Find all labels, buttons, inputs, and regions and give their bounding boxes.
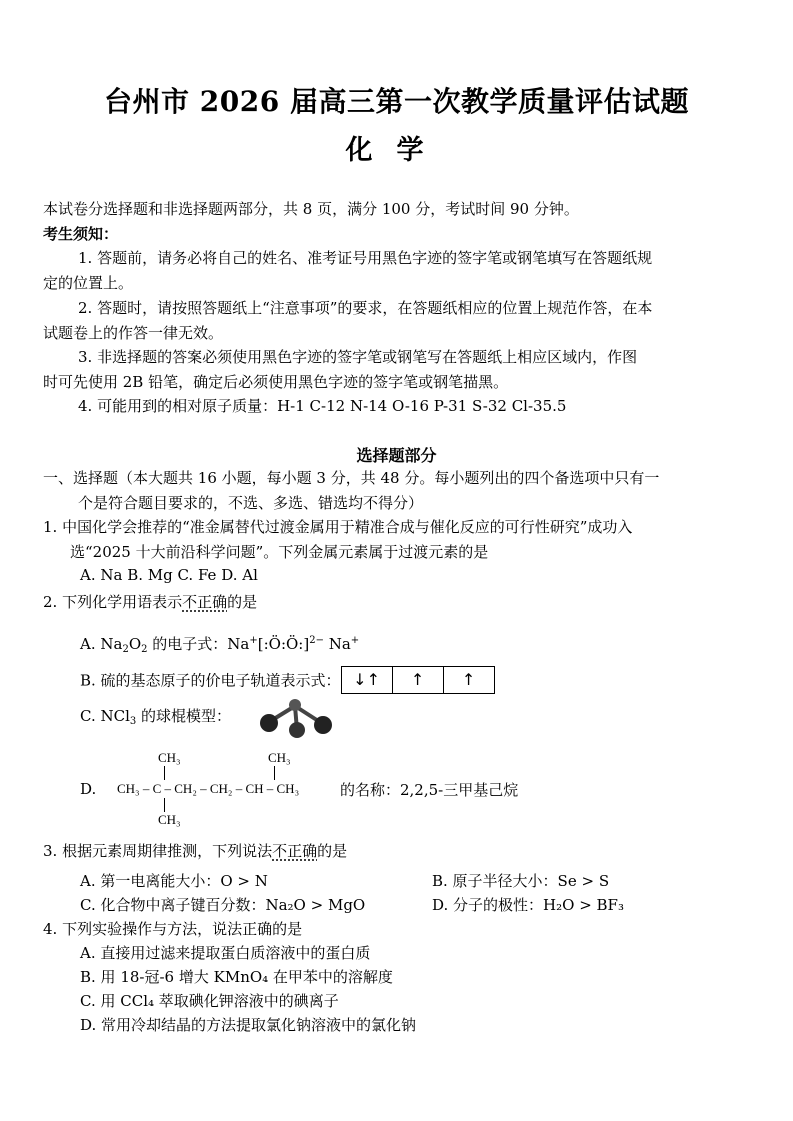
note-2-line1: 2. 答题时，请按照答题纸上“注意事项”的要求，在答题纸相应的位置上规范作答，在本: [78, 299, 653, 317]
q2-option-a: [80, 633, 359, 655]
note-3-line2: 时可先使用 2B 铅笔，确定后必须使用黑色字迹的签字笔或钢笔描黑。: [43, 373, 509, 391]
q2-c-sub: 3: [129, 716, 137, 727]
q2-a-plus2: +: [350, 635, 360, 646]
q4-option-a: A. 直接用过滤来提取蛋白质溶液中的蛋白质: [80, 944, 371, 962]
q2-b-text: B. 硫的基态原子的价电子轨道表示式：: [80, 671, 341, 690]
d-bond-up-2: [274, 766, 275, 780]
q2-stem: [43, 591, 257, 612]
section-title: 选择题部分: [356, 446, 437, 465]
d-bond-up-1: [164, 766, 165, 780]
q4-stem: 4. 下列实验操作与方法，说法正确的是: [43, 920, 303, 938]
q4-option-b: B. 用 18-冠-6 增大 KMnO₄ 在甲苯中的溶解度: [80, 968, 393, 986]
ncl3-ball-stick-model: [255, 692, 335, 740]
subject-title: 化学: [345, 135, 448, 166]
q2-c-text: 的球棍模型：: [136, 707, 232, 725]
intro-line: 本试卷分选择题和非选择题两部分，共 8 页，满分 100 分，考试时间 90 分钟。: [43, 200, 579, 218]
q2-a-peroxide: [:Ö:Ö:]: [257, 635, 310, 653]
exam-title: 台州市 2026 届高三第一次教学质量评估试题: [104, 85, 689, 118]
note-4: 4. 可能用到的相对原子质量：H-1 C-12 N-14 O-16 P-31 S-32 Cl-35.5: [78, 397, 567, 415]
q2-option-b: [80, 666, 495, 694]
q3-stem-a: 3. 根据元素周期律推测，下列说法: [43, 842, 273, 860]
q2-c-formula: C. NCl: [80, 707, 130, 725]
q3-stem: [43, 840, 347, 861]
q2-a-o: O: [128, 635, 142, 653]
q2-stem-emphasis: 不正确: [182, 593, 228, 611]
q1-options: A. Na B. Mg C. Fe D. Al: [80, 566, 258, 584]
d-bond-down: [164, 798, 165, 812]
q3-option-b: B. 原子半径大小：Se > S: [432, 872, 610, 890]
q2-option-c: [80, 705, 231, 727]
notice-title: 考生须知：: [43, 225, 119, 243]
q2-a-formula: A. Na: [80, 635, 123, 653]
q2-d-name: 的名称：2,2,5-三甲基己烷: [340, 781, 519, 799]
note-2-line2: 试题卷上的作答一律无效。: [43, 324, 224, 342]
note-1-line1: 1. 答题前，请务必将自己的姓名、准考证号用黑色字迹的签字笔或钢笔填写在答题纸规: [78, 249, 653, 267]
q2-d-label: D.: [80, 780, 97, 798]
q4-option-c: C. 用 CCl₄ 萃取碘化钾溶液中的碘离子: [80, 992, 339, 1010]
q2-a-sub2: 2: [141, 644, 148, 655]
part1-line2: 个是符合题目要求的，不选、多选、错选均不得分）: [78, 494, 424, 512]
note-1-line2: 定的位置上。: [43, 274, 134, 292]
q1-line1: 1. 中国化学会推荐的“准金属替代过渡金属用于精准合成与催化反应的可行性研究”成功入: [43, 518, 633, 536]
q3-stem-c: 的是: [317, 842, 348, 860]
q2-stem-a: 2. 下列化学用语表示: [43, 593, 183, 611]
q3-option-c: C. 化合物中离子键百分数：Na₂O > MgO: [80, 896, 366, 914]
q4-option-d: D. 常用冷却结晶的方法提取氯化钠溶液中的氯化钠: [80, 1016, 417, 1034]
d-top-methyl-1: CH₃: [158, 750, 181, 765]
q3-stem-emphasis: 不正确: [272, 842, 318, 860]
q3-option-a: A. 第一电离能大小：O > N: [80, 872, 268, 890]
part1-line1: 一、选择题（本大题共 16 小题，每小题 3 分，共 48 分。每小题列出的四个备选项中只有一: [43, 469, 660, 487]
q2-a-text: 的电子式：Na: [147, 635, 250, 653]
q2-a-na: Na: [323, 635, 351, 653]
orbital-diagram: [341, 666, 495, 694]
d-top-methyl-2: CH₃: [268, 750, 291, 765]
q2-stem-c: 的是: [227, 593, 258, 611]
note-3-line1: 3. 非选择题的答案必须使用黑色字迹的签字笔或钢笔写在答题纸上相应区域内，作图: [78, 348, 638, 366]
q2-a-plus1: +: [249, 635, 258, 646]
orbital-box-2: ↑: [393, 667, 444, 693]
q2-a-charge: 2−: [309, 635, 324, 646]
q1-line2: 选“2025 十大前沿科学问题”。下列金属元素属于过渡元素的是: [70, 543, 489, 561]
orbital-box-3: ↑: [461, 670, 476, 689]
d-main-chain: CH₃ – C – CH₂ – CH₂ – CH – CH₃: [117, 781, 300, 796]
q3-option-d: D. 分子的极性：H₂O > BF₃: [432, 896, 624, 914]
d-bottom-methyl: CH₃: [158, 812, 181, 827]
q2-a-sub1: 2: [122, 644, 129, 655]
orbital-box-1: ↓↑: [342, 667, 393, 693]
